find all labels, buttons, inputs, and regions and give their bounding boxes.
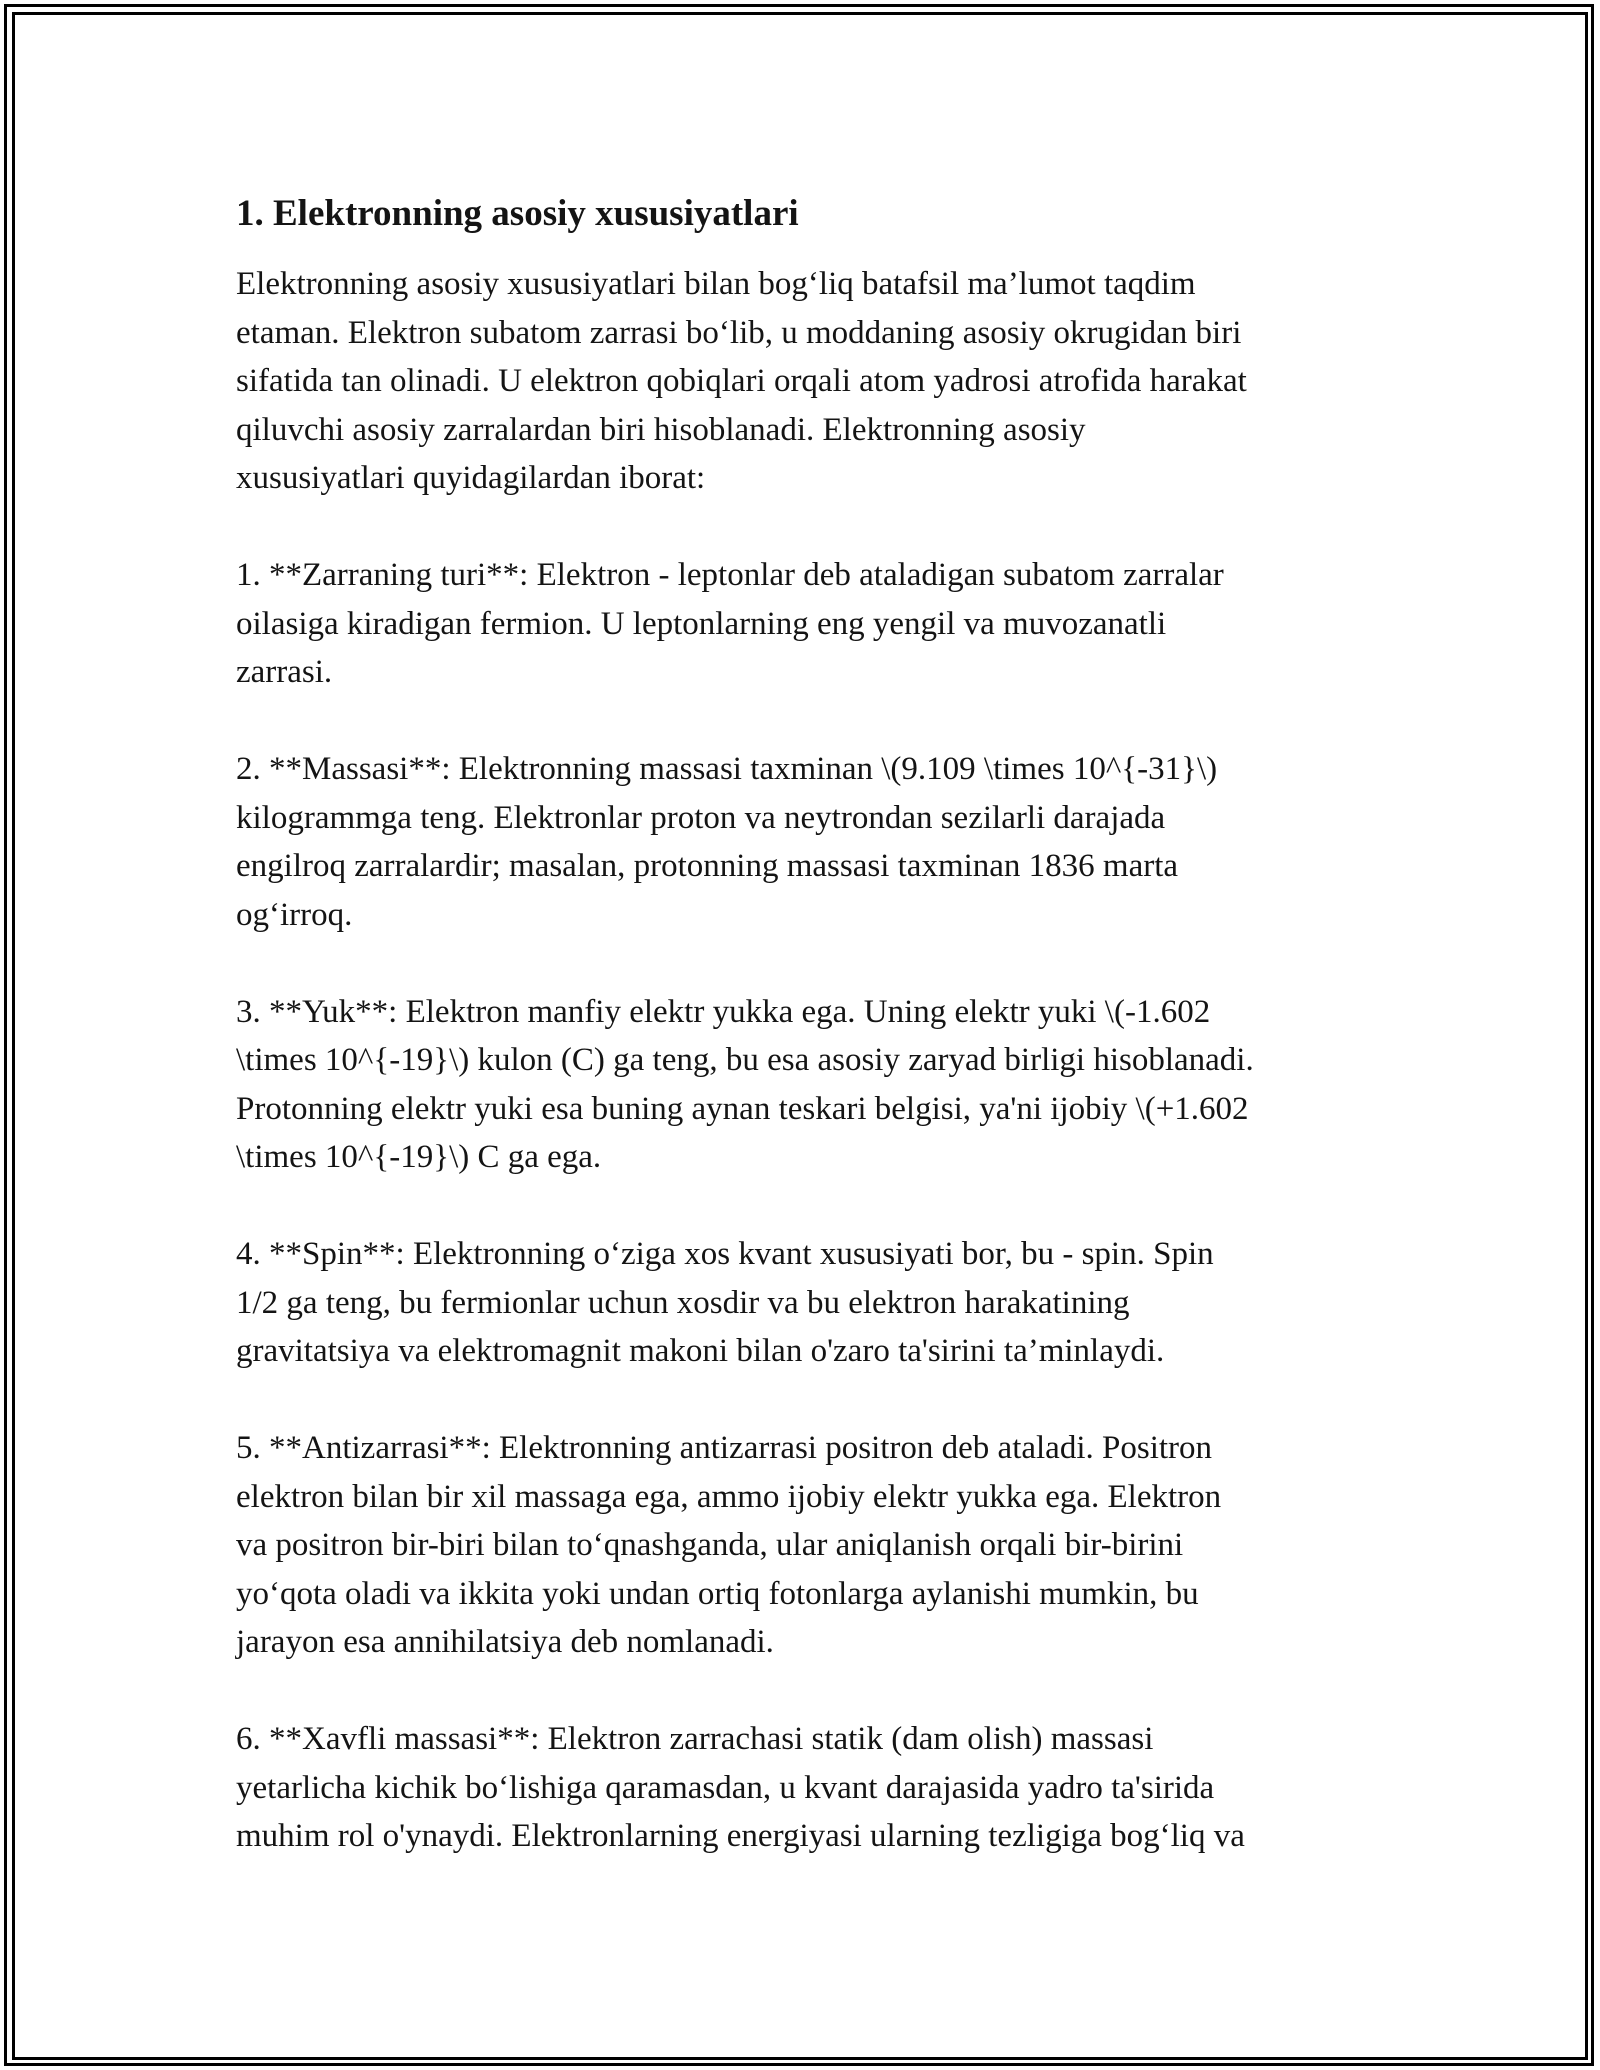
section-heading: 1. Elektronning asosiy xususiyatlari (236, 193, 799, 234)
list-item-spin: 4. **Spin**: Elektronning o‘ziga xos kvant xususiyati bor, bu - spin. Spin 1/2 ga teng, bu fermionlar uchun xosdir va bu elektron harakatining gravitatsiya va elektromagnit makoni bilan o'zaro ta'sirini ta’minlaydi. (236, 1236, 1214, 1369)
list-item-rest-mass: 6. **Xavfli massasi**: Elektron zarrachasi statik (dam olish) massasi yetarlicha kichik bo‘lishiga qaramasdan, u kvant darajasida yadro ta'sirida muhim rol o'ynaydi. Elektronlarning energiyasi ularning tezligiga bog‘liq va (236, 1721, 1245, 1854)
list-item-antiparticle: 5. **Antizarrasi**: Elektronning antizarrasi positron deb ataladi. Positron elektron bilan bir xil massaga ega, ammo ijobiy elektr yukka ega. Elektron va positron bir-biri bilan to‘qnashganda, ular aniqlanish orqali bir-birini yo‘qota oladi va ikkita yoki undan ortiq fotonlarga aylanishi mumkin, bu jarayon esa annihilatsiya deb nomlanadi. (236, 1430, 1222, 1660)
document-body (236, 186, 1396, 1861)
list-item-charge: 3. **Yuk**: Elektron manfiy elektr yukka ega. Uning elektr yuki \(-1.602 \times 10^{-19}\) kulon (C) ga teng, bu esa asosiy zaryad birligi hisoblanadi. Protonning elektr yuki esa buning aynan teskari belgisi, ya'ni ijobiy \(+1.602 \times 10^{-19}\) C ga ega. (236, 993, 1254, 1175)
list-item-particle-type: 1. **Zarraning turi**: Elektron - leptonlar deb ataladigan subatom zarralar oilasiga kiradigan fermion. U leptonlarning eng yengil va muvozanatli zarrasi. (236, 557, 1224, 690)
intro-paragraph: Elektronning asosiy xususiyatlari bilan bog‘liq batafsil ma’lumot taqdim etaman. Elektron subatom zarrasi bo‘lib, u moddaning asosiy okrugidan biri sifatida tan olinadi. U elektron qobiqlari orqali atom yadrosi atrofida harakat qiluvchi asosiy zarralardan biri hisoblanadi. Elektronning asosiy xususiyatlari quyidagilardan iborat: (236, 266, 1247, 496)
list-item-mass: 2. **Massasi**: Elektronning massasi taxminan \(9.109 \times 10^{-31}\) kilogrammga teng. Elektronlar proton va neytrondan sezilarli darajada engilroq zarralardir; masalan, protonning massasi taxminan 1836 marta og‘irroq. (236, 751, 1218, 933)
